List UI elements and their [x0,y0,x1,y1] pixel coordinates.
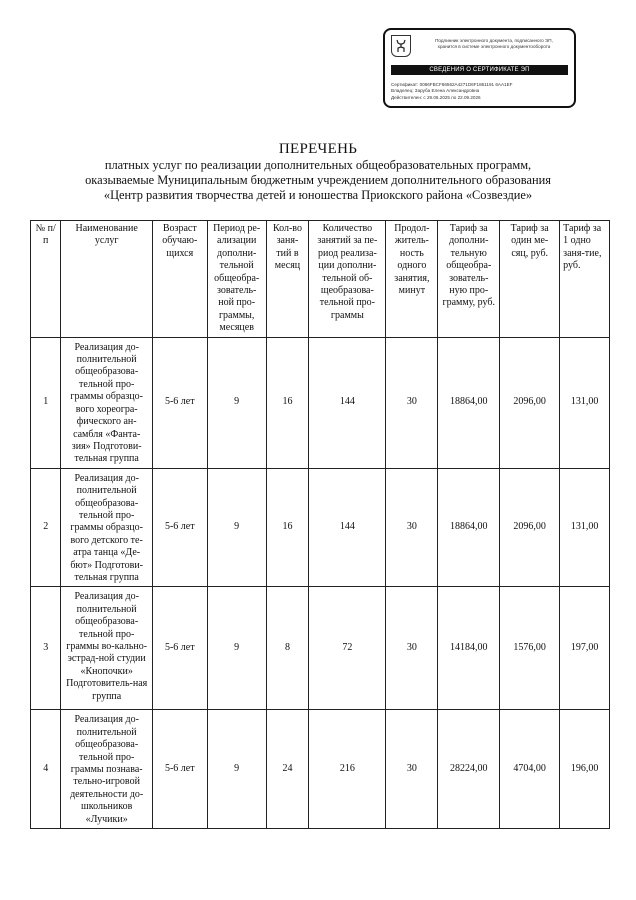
cell-period: 9 [207,587,266,710]
column-header-number: № п/п [31,221,61,338]
subtitle-line-2: оказываемые Муниципальным бюджетным учреждением дополнительного образования [85,173,551,187]
cell-age: 5-6 лет [152,337,207,468]
subtitle-line-3: «Центр развития творчества детей и юношества Приокского района «Созвездие» [103,188,533,202]
table-row [31,710,610,829]
cell-service-name: Реализация до-полнительной общеобразова-тельной про-граммы во-кально-эстрад-ной студии «Кнопочки» Подготовитель-ная группа [61,587,152,710]
column-header-age: Возраст обучаю-щихся [152,221,207,338]
cell-number: 3 [31,587,61,710]
stamp-note-line1: Подлинник электронного документа, подписанного ЭП, [435,38,553,43]
cell-duration: 30 [386,468,438,587]
column-header-service-name: Наименование услуг [61,221,152,338]
cell-age: 5-6 лет [152,710,207,829]
cell-age: 5-6 лет [152,468,207,587]
cell-total-lessons: 72 [309,587,386,710]
stamp-validity: Действителен: с 29.06.2025 по 22.09.2026 [391,94,481,100]
cell-number: 1 [31,337,61,468]
cell-service-name: Реализация до-полнительной общеобразова-тельной про-граммы познава-тельно-игровой деятельности до-школьников «Лучики» [61,710,152,829]
cell-tariff-program: 18864,00 [438,337,500,468]
stamp-note-line2: хранится в системе электронного документооборота [437,44,551,50]
cell-total-lessons: 144 [309,468,386,587]
column-header-total-lessons: Количество занятий за пе-риод реализа-ции дополни-тельной об-щеобразова-тельной про-граммы [309,221,386,338]
cell-lessons-per-month: 24 [266,710,309,829]
page-title: ПЕРЕЧЕНЬ [278,141,358,157]
cell-tariff-month: 2096,00 [500,337,560,468]
stamp-banner: СВЕДЕНИЯ О СЕРТИФИКАТЕ ЭП [391,65,568,75]
cell-service-name: Реализация до-полнительной общеобразова-тельной про-граммы образцо-вого детского те-атра танца «Де-бют» Подготови-тельная группа [61,468,152,587]
stamp-details [391,82,571,101]
cell-lessons-per-month: 8 [266,587,309,710]
table-row [31,337,610,468]
cell-tariff-month: 1576,00 [500,587,560,710]
cell-tariff-program: 14184,00 [438,587,500,710]
column-header-tariff-month: Тариф за один ме-сяц, руб. [500,221,560,338]
cell-lessons-per-month: 16 [266,337,309,468]
e-signature-stamp [383,28,576,108]
cell-total-lessons: 216 [309,710,386,829]
cell-period: 9 [207,710,266,829]
subtitle-line-1: платных услуг по реализации дополнительных общеобразовательных программ, [104,158,532,172]
column-header-tariff-lesson: Тариф за 1 одно заня-тие, руб. [560,221,610,338]
cell-age: 5-6 лет [152,587,207,710]
cell-duration: 30 [386,587,438,710]
document-header [0,140,636,203]
cell-period: 9 [207,468,266,587]
cell-tariff-lesson: 197,00 [560,587,610,710]
cell-duration: 30 [386,337,438,468]
cell-duration: 30 [386,710,438,829]
cell-period: 9 [207,337,266,468]
cell-service-name: Реализация до-полнительной общеобразова-тельной про-граммы образцо-вого хореогра-фического ан-самбля «Фанта-зия» Подготови-тельная группа [61,337,152,468]
cell-tariff-program: 18864,00 [438,468,500,587]
column-header-period: Период ре-ализации дополни-тельной общеобра-зователь-ной про-граммы, месяцев [207,221,266,338]
cell-tariff-lesson: 131,00 [560,468,610,587]
cell-number: 2 [31,468,61,587]
column-header-duration: Продол-житель-ность одного занятия, минут [386,221,438,338]
services-table [30,220,610,829]
cell-tariff-month: 2096,00 [500,468,560,587]
stamp-note [415,38,573,51]
cell-total-lessons: 144 [309,337,386,468]
table-row [31,468,610,587]
cell-tariff-program: 28224,00 [438,710,500,829]
table-row [31,587,610,710]
cell-tariff-month: 4704,00 [500,710,560,829]
cell-lessons-per-month: 16 [266,468,309,587]
column-header-lessons-per-month: Кол-во заня-тий в месяц [266,221,309,338]
cell-tariff-lesson: 196,00 [560,710,610,829]
cell-tariff-lesson: 131,00 [560,337,610,468]
stamp-certificate: Сертификат: 0086FBCF66562A4271D6F1861191 6AA1EF [391,82,513,87]
stamp-owner: Владелец: Зарубa Елена Александровна [391,88,480,94]
column-header-tariff-program: Тариф за дополни-тельную общеобра-зователь-ную про-грамму, руб. [438,221,500,338]
deer-coat-of-arms-icon [391,35,411,57]
cell-number: 4 [31,710,61,829]
table-header-row [31,221,610,338]
